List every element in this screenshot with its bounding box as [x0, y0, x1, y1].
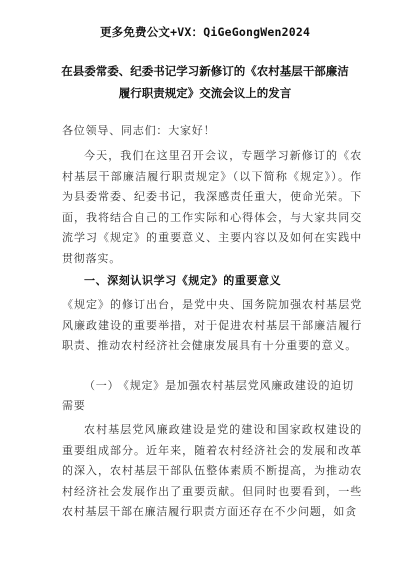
subsection-number: （一） — [84, 379, 120, 392]
watermark-header: 更多免费公文+VX：QiGeGongWen2024 — [99, 25, 311, 39]
intro-paragraph: 今天，我们在这里召开会议，专题学习新修订的《农村基层干部廉洁履行职责规定》（以下简称《规定》）。作为县委常委、纪委书记，我深感责任重大，使命光荣。下面，我将结合自己的工作实际和心得体会，与大家共同交流学习《规定》的重要意义、主要内容以及如何在实践中贯彻落实。 — [62, 149, 362, 265]
title-line-1: 在县委常委、纪委书记学习新修订的《农村基层干部廉洁 — [61, 64, 349, 78]
section-1-paragraph: 《规定》的修订出台，是党中央、国务院加强农村基层党风廉政建设的重要举措，对于促进农村基层干部廉洁履行职责、推动农村经济社会健康发展具有十分重要的意义。 — [62, 298, 362, 352]
title-line-2: 履行职责规定》交流会议上的发言 — [118, 86, 292, 100]
document-title — [40, 60, 370, 104]
subsection-heading-1 — [84, 376, 364, 396]
subsection-1-paragraph: 农村基层党风廉政建设是党的建设和国家政权建设的重要组成部分。近年来，随着农村经济社会的发展和改革的深入，农村基层干部队伍整体素质不断提高，为推动农村经济社会发展作出了重要贡献。但同时也要看到，一些农村基层干部在廉洁履行职责方面还存在不少问题，如贪 — [62, 423, 362, 518]
section-heading-1: 一、深刻认识学习《规定》的重要意义 — [84, 274, 282, 287]
greeting-paragraph: 各位领导、同志们：大家好！ — [62, 124, 216, 137]
subsection-heading-text: 《规定》是加强农村基层党风廉政建设的迫切 — [123, 379, 354, 392]
subsection-heading-continued: 需要 — [62, 399, 86, 412]
